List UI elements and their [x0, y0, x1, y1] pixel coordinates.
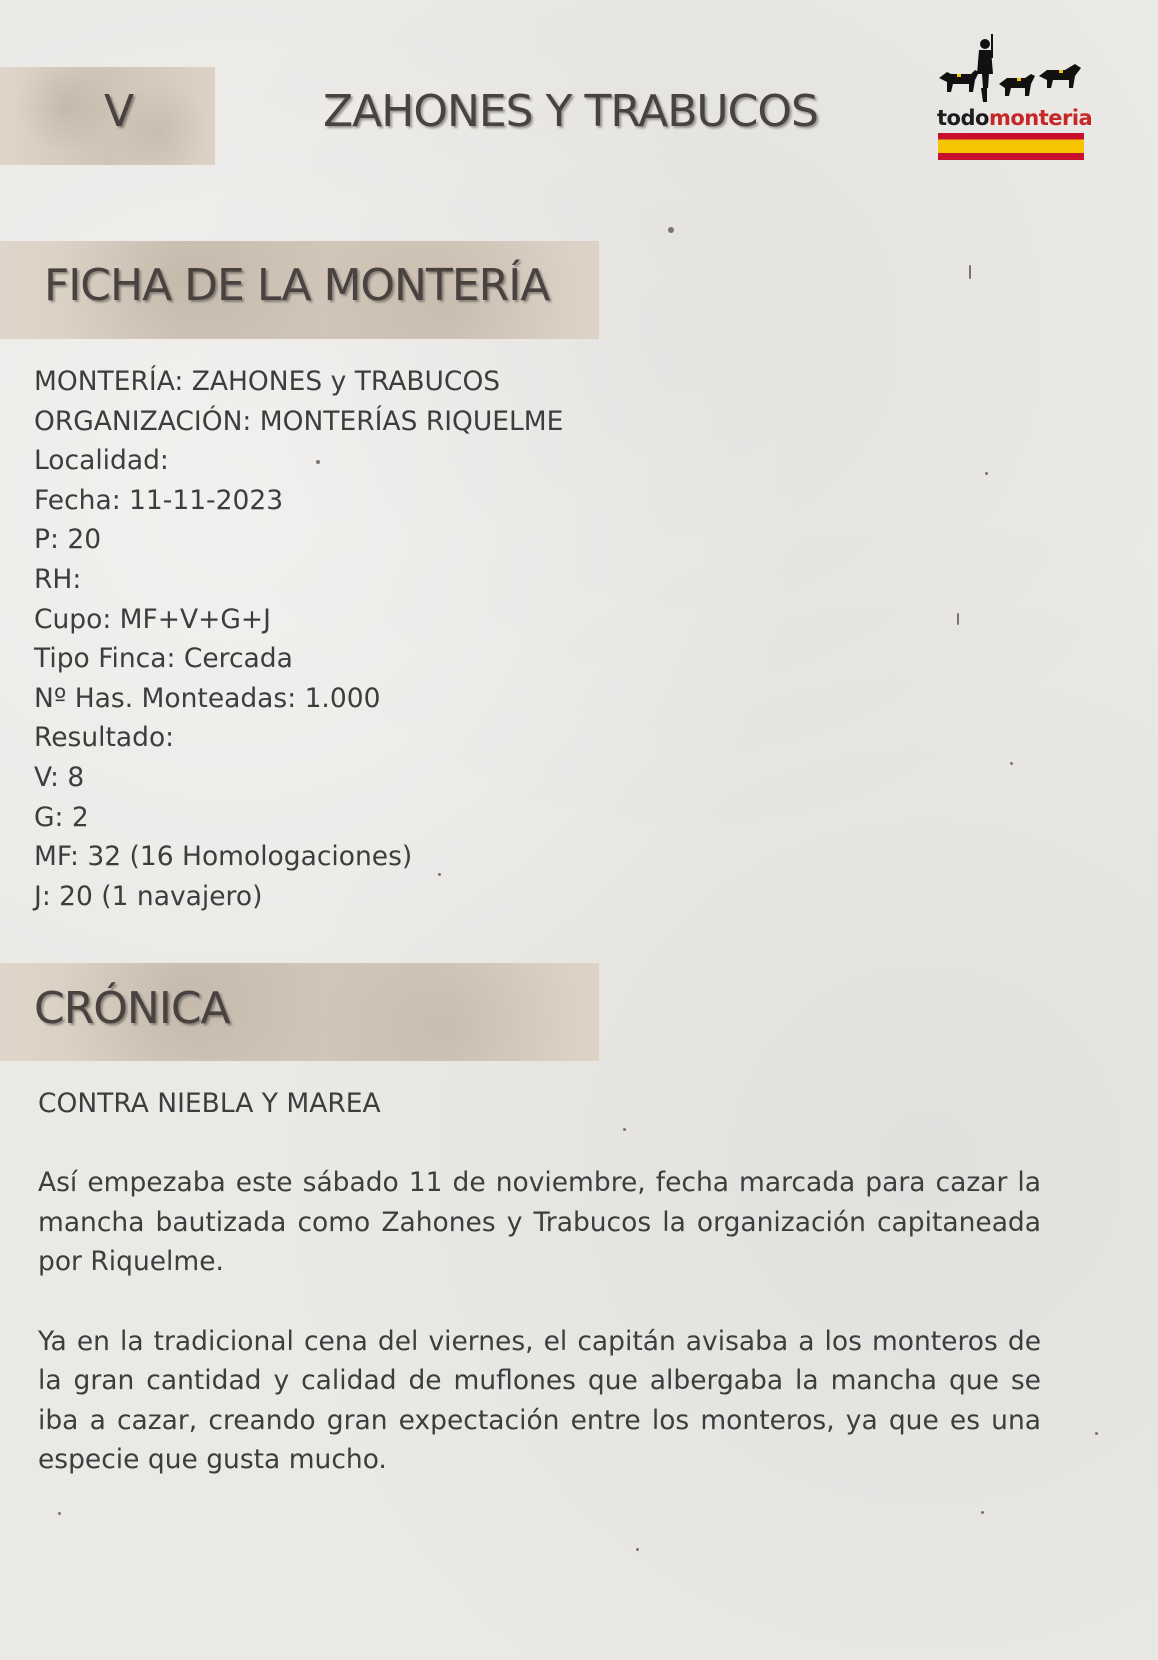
ficha-line-hectareas: Nº Has. Monteadas: 1.000	[34, 682, 381, 714]
paper-speck	[1095, 1432, 1098, 1435]
paper-speck	[969, 265, 971, 279]
paper-speck	[668, 227, 674, 233]
ficha-line-puestos: P: 20	[34, 524, 102, 556]
ficha-line-venados: V: 8	[34, 761, 85, 793]
cronica-paragraph: Ya en la tradicional cena del viernes, el capitán avisaba a los monteros de la gran cantidad y calidad de muflones que albergaba la mancha que se iba a cazar, creando gran expectación entre los monteros, ya que es una especie que gusta mucho.	[38, 1325, 1041, 1476]
page-title: ZAHONES Y TRABUCOS	[323, 86, 818, 137]
ficha-line-organizacion: ORGANIZACIÓN: MONTERÍAS RIQUELME	[34, 405, 564, 437]
todomonteria-logo	[935, 30, 1093, 162]
ficha-line-resultado: Resultado:	[34, 722, 175, 754]
ficha-line-cupo: Cupo: MF+V+G+J	[34, 603, 271, 635]
paper-speck	[957, 613, 959, 625]
ficha-heading: FICHA DE LA MONTERÍA	[44, 260, 550, 311]
paper-speck	[1010, 762, 1013, 765]
paper-speck	[636, 1548, 639, 1551]
cronica-body	[38, 1084, 1041, 1520]
ficha-line-monteria: MONTERÍA: ZAHONES y TRABUCOS	[34, 366, 501, 397]
cronica-heading: CRÓNICA	[34, 983, 230, 1034]
logo-wordmark	[937, 106, 1092, 130]
ficha-line-tipo-finca: Tipo Finca: Cercada	[34, 643, 293, 675]
ficha-line-localidad: Localidad:	[34, 445, 169, 477]
spain-flag-stripe	[938, 133, 1084, 160]
ficha-line-fecha: Fecha: 11-11-2023	[34, 484, 284, 516]
ficha-line-jabalies: J: 20 (1 navajero)	[34, 880, 263, 912]
ficha-line-muflones: MF: 32 (16 Homologaciones)	[34, 841, 413, 873]
cronica-paragraph: Así empezaba este sábado 11 de noviembre, fecha marcada para cazar la mancha bautizada como Zahones y Trabucos la organización capitaneada por Riquelme.	[38, 1167, 1041, 1278]
ficha-details-list	[34, 362, 563, 916]
logo-text-monteria: monteria	[988, 106, 1093, 130]
ficha-line-rehalas: RH:	[34, 563, 82, 595]
ficha-line-gamos: G: 2	[34, 801, 89, 833]
hunter-with-dogs-icon	[935, 30, 1087, 108]
logo-text-todo: todo	[937, 106, 989, 130]
paper-speck	[985, 472, 988, 475]
cronica-subtitle: CONTRA NIEBLA Y MAREA	[38, 1088, 381, 1119]
chapter-label: V	[104, 86, 134, 137]
